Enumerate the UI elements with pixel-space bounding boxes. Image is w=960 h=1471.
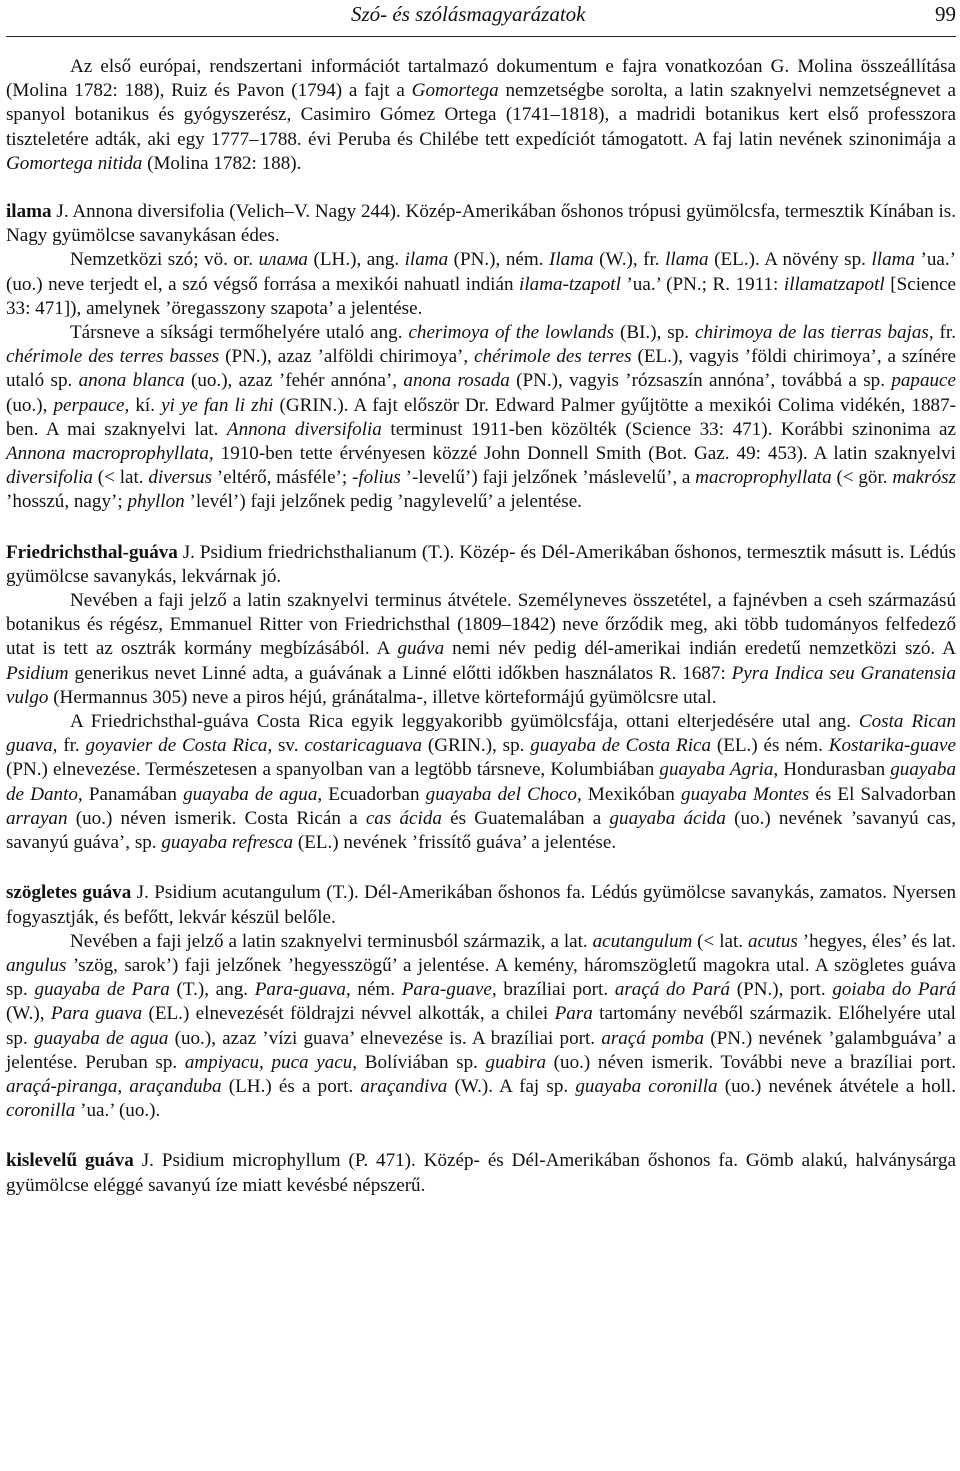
text-run: ’eltérő, másféle’; <box>212 467 353 489</box>
italic-term: goyavier de Costa Rica, <box>85 735 273 757</box>
text-run: generikus nevet Linné adta, a guávának a Linné előtti időkben használatos R. 1687: <box>68 662 732 684</box>
italic-term: anona blanca <box>78 370 185 392</box>
text-run: (PN.) elnevezése. Természetesen a spanyolban van a legtöbb társneve, Kolumbiában <box>6 759 660 781</box>
text-run: brazíliai port. <box>496 979 615 1001</box>
text-run: A Friedrichsthal-guáva Costa Rica egyik leggyakoribb gyümölcsfája, ottani elterjedésére utal ang. <box>70 711 859 733</box>
text-run: J. Psidium friedrichsthalianum (T.). Közép- és Dél-Amerikában őshonos, termesztik másutt is. Lédús gyümölcse savanykás, lekvárnak jó. <box>6 541 956 587</box>
italic-term: ampiyacu, puca yacu, <box>184 1051 358 1073</box>
italic-term: guayaba coronilla <box>575 1075 718 1097</box>
headword: kislevelű guáva <box>6 1150 134 1172</box>
text-run: (< gör. <box>831 467 893 489</box>
italic-term: yi ye fan li zhi <box>161 394 274 416</box>
entry-paragraph <box>6 541 956 589</box>
italic-term: araçá pomba <box>601 1027 705 1049</box>
italic-term: илама <box>258 249 308 271</box>
text-run: (LH.) és a port. <box>221 1075 361 1097</box>
body-paragraph <box>6 321 956 515</box>
text-run: Nevében a faji jelző a latin szaknyelvi terminus átvétele. Személyneves összetétel, a fajnévben a cseh származású botanikus és régész, Emmanuel Ritter von Friedrichsthal (1809–1842) neve őrződik meg, aki több tudományos felfedező utat is tett az osztrák kormány megbízásából. A <box>6 590 956 660</box>
text-run: (W.), <box>6 1003 51 1025</box>
italic-term: papauce <box>891 370 956 392</box>
text-run: J. Psidium microphyllum (P. 471). Közép- és Dél-Amerikában őshonos fa. Gömb alakú, halványsárga gyümölcse eléggé savanyú íze miatt kevésbé népszerű. <box>6 1150 956 1196</box>
text-run: J. Annona diversifolia (Velich–V. Nagy 244). Közép-Amerikában őshonos trópusi gyümölcsfa, termesztik Kínában is. Nagy gyümölcse savanykásan édes. <box>6 201 956 247</box>
italic-term: guayaba ácida <box>609 807 726 829</box>
italic-term: Annona diversifolia <box>226 418 382 440</box>
italic-term: guayaba de agua <box>33 1027 169 1049</box>
italic-term: guayaba refresca <box>161 832 294 854</box>
italic-term: Gomortega <box>411 80 499 102</box>
text-run: (PN.), ném. <box>448 249 550 271</box>
italic-term: costaricaguava <box>304 735 423 757</box>
text-run: (uo.), <box>6 394 54 416</box>
text-run: (< lat. <box>92 467 149 489</box>
text-run: nemi név pedig dél-amerikai indián eredetű nemzetközi szó. A <box>444 638 956 660</box>
italic-term: chérimole des terres <box>474 346 632 368</box>
italic-term: guayaba Montes <box>681 783 810 805</box>
text-run: (W.). A faj sp. <box>447 1075 576 1097</box>
italic-term: diversifolia <box>6 467 93 489</box>
italic-term: chirimoya de las tierras bajas, <box>695 322 934 344</box>
italic-term: guayaba del Choco, <box>425 783 582 805</box>
text-run: Bolíviában sp. <box>357 1051 486 1073</box>
italic-term: goiaba do Pará <box>832 979 957 1001</box>
text-run: J. Psidium acutangulum (T.). Dél-Amerikában őshonos fa. Lédús gyümölcse savanykás, zamatos. Nyersen fogyasztják, és befőtt, lekvár készül belőle. <box>6 882 956 928</box>
text-run: (PN.) nevének ’galambguáva’ a jelentése. Peruban sp. <box>6 1027 957 1073</box>
text-run: (uo.), azaz ’fehér annóna’, <box>184 370 404 392</box>
italic-term: macroprophyllata <box>695 467 832 489</box>
text-run: és El Salvadorban <box>809 783 956 805</box>
italic-term: perpauce, <box>53 394 130 416</box>
entry-paragraph <box>6 1149 956 1197</box>
italic-term: illamatzapotl <box>783 273 885 295</box>
text-run: (uo.) nevének ’savanyú cas, savanyú guáva’, sp. <box>6 807 957 854</box>
italic-term: Para-guave, <box>401 979 497 1001</box>
text-run: (T.), ang. <box>169 979 255 1001</box>
running-title: Szó- és szólásmagyarázatok <box>351 2 586 26</box>
italic-term: Para-guava, <box>254 979 351 1001</box>
text-run: Panamában <box>82 783 184 805</box>
body-paragraph <box>6 248 956 321</box>
italic-term: acutus <box>747 930 798 952</box>
text-run: (EL.). A növény sp. <box>708 249 872 271</box>
text-run: (LH.), ang. <box>307 249 405 271</box>
italic-term: guabira <box>485 1051 547 1073</box>
text-run: terminust 1911-ben közölték (Science 33: 471). Korábbi szinonima az <box>381 418 956 440</box>
italic-term: cherimoya of the lowlands <box>408 322 615 344</box>
body-paragraph <box>6 55 956 176</box>
text-run: fr. <box>57 735 86 757</box>
text-run: ’-levelű’) faji jelzőnek ’máslevelű’, a <box>400 467 696 489</box>
text-run: (EL.) és ném. <box>711 735 829 757</box>
text-run: Az első európai, rendszertani információt tartalmazó dokumentum e fajra vonatkozóan G. Molina összeállítása (Molina 1782: 188), Ruiz és Pavon (1794) a fajt a <box>6 56 956 102</box>
text-run: ’hegyes, éles’ és lat. <box>797 930 956 952</box>
text-run: (GRIN.), sp. <box>422 735 531 757</box>
text-run: Ecuadorban <box>322 783 426 805</box>
text-run: [Science 33: 471]), amelynek ’öregasszony szapota’ a jelentése. <box>6 273 956 319</box>
text-run: (uo.) néven ismerik. További neve a brazíliai port. <box>546 1051 956 1073</box>
text-run: nemzetségbe sorolta, a latin szaknyelvi nemzetségnevet a spanyol botanikus és gyógyszerész, Casimiro Gómez Ortega (1741–1818), a madridi botanikus kert első professzora tiszteletére adták, aki egy 1777–1788. évi Peruba és Chilébe tett expedíciót támogatott. A faj latin nevének szinonimája a <box>6 80 956 150</box>
text-run: (uo.) néven ismerik. Costa Ricán a <box>67 807 366 829</box>
text-run: (EL.) elnevezését földrajzi névvel alkották, a chilei <box>142 1003 555 1025</box>
italic-term: Ilama <box>549 249 594 271</box>
italic-term: makrósz <box>892 467 956 489</box>
text-run: ném. <box>350 979 402 1001</box>
italic-term: guayaba de Costa Rica <box>530 735 712 757</box>
text-run: (GRIN.). A fajt először Dr. Edward Palmer gyűjtötte a mexikói Colima vidékén, 1887-ben. A mai szaknyelvi lat. <box>6 394 956 440</box>
text-run: ’ua.’ (uo.). <box>75 1100 161 1122</box>
italic-term: diversus <box>148 467 212 489</box>
italic-term: anona rosada <box>403 370 510 392</box>
headword: ilama <box>6 201 52 223</box>
italic-term: cas ácida <box>365 807 442 829</box>
text-run: (EL.) nevének ’frissítő guáva’ a jelentése. <box>293 832 617 854</box>
italic-term: guayaba de Para <box>34 979 170 1001</box>
text-run: (Molina 1782: 188). <box>142 152 302 174</box>
text-run: tartomány nevéből származik. Előhelyére utal sp. <box>6 1003 956 1049</box>
italic-term: acutangulum <box>592 930 693 952</box>
text-run: (Hermannus 305) neve a piros héjú, gránátalma-, illetve körteformájú gyümölcsre utal. <box>48 686 717 708</box>
text-run: Társneve a síksági termőhelyére utaló ang. <box>70 322 409 344</box>
body-paragraph <box>6 589 956 710</box>
headword: Friedrichsthal-guáva <box>6 541 178 563</box>
text-run: kí. <box>129 394 162 416</box>
text-run: és Guatemalában a <box>441 807 610 829</box>
running-header <box>6 0 956 37</box>
text-run: Nemzetközi szó; vö. or. <box>70 249 259 271</box>
text-run: ’levél’) faji jelzőnek pedig ’nagylevelű’ a jelentése. <box>184 491 582 513</box>
text-run: ’hosszú, nagy’; <box>6 491 128 513</box>
text-run: (PN.), azaz ’alföldi chirimoya’, <box>219 346 475 368</box>
italic-term: ilama <box>404 249 449 271</box>
text-run: (PN.), vagyis ’rózsaszín annóna’, továbbá a sp. <box>509 370 892 392</box>
text-run: (W.), fr. <box>593 249 666 271</box>
italic-term: ilama-tzapotl <box>519 273 621 295</box>
text-run: (uo.), azaz ’vízi guava’ elnevezése is. A brazíliai port. <box>168 1027 602 1049</box>
italic-term: araçá do Pará <box>614 979 731 1001</box>
text-run: (< lat. <box>692 930 748 952</box>
text-run: (uo.) nevének átvétele a holl. <box>717 1075 956 1097</box>
headword: szögletes guáva <box>6 882 132 904</box>
entry-paragraph <box>6 881 956 929</box>
italic-term: Para guava <box>50 1003 143 1025</box>
text-run: (BI.), sp. <box>614 322 695 344</box>
document-body <box>6 37 956 1198</box>
italic-term: Pyra Indica seu Granatensia vulgo <box>6 662 956 708</box>
italic-term: Annona macroprophyllata, <box>6 443 214 465</box>
italic-term: -folius <box>352 467 401 489</box>
italic-term: Para <box>554 1003 593 1025</box>
italic-term: Kostarika-guave <box>828 735 956 757</box>
italic-term: araçá-piranga, araçanduba <box>6 1075 222 1097</box>
entry-paragraph <box>6 200 956 248</box>
italic-term: llama <box>665 249 709 271</box>
text-run: Mexikóban <box>581 783 682 805</box>
italic-term: Costa Rican guava, <box>6 711 956 757</box>
text-run: Nevében a faji jelző a latin szaknyelvi terminusból származik, a lat. <box>70 930 593 952</box>
italic-term: chérimole des terres basses <box>6 346 220 368</box>
italic-term: Gomortega nitida <box>6 152 143 174</box>
text-run: sv. <box>272 735 305 757</box>
italic-term: llama <box>871 249 915 271</box>
text-run: 1910-ben tette érvényesen közzé John Donnell Smith (Bot. Gaz. 49: 453). A latin szaknyelvi <box>213 443 956 465</box>
text-run: ’ua.’ (PN.; R. 1911: <box>620 273 784 295</box>
italic-term: guáva <box>397 638 445 660</box>
text-run: fr. <box>933 322 956 344</box>
document-page <box>6 0 956 1198</box>
text-run: (EL.), vagyis ’földi chirimoya’, a színére utaló sp. <box>6 346 956 392</box>
body-paragraph <box>6 710 956 855</box>
italic-term: araçandiva <box>360 1075 448 1097</box>
italic-term: guayaba de Danto, <box>6 759 957 805</box>
page-number: 99 <box>935 2 956 26</box>
italic-term: angulus <box>6 954 67 976</box>
text-run: (PN.), port. <box>730 979 833 1001</box>
italic-term: guayaba de agua, <box>183 783 323 805</box>
italic-term: phyllon <box>127 491 185 513</box>
italic-term: Psidium <box>6 662 69 684</box>
text-run: ’ua.’ (uo.) neve terjedt el, a szó végső forrása a mexikói nahuatl indián <box>6 249 957 295</box>
italic-term: guayaba Agria, <box>659 759 779 781</box>
text-run: ’szög, sarok’) faji jelzőnek ’hegyesszögű’ a jelentése. A kemény, háromszögletű magokra utal. A szögletes guáva sp. <box>6 954 956 1001</box>
body-paragraph <box>6 930 956 1124</box>
italic-term: arrayan <box>6 807 68 829</box>
italic-term: coronilla <box>6 1100 76 1122</box>
text-run: Hondurasban <box>778 759 891 781</box>
